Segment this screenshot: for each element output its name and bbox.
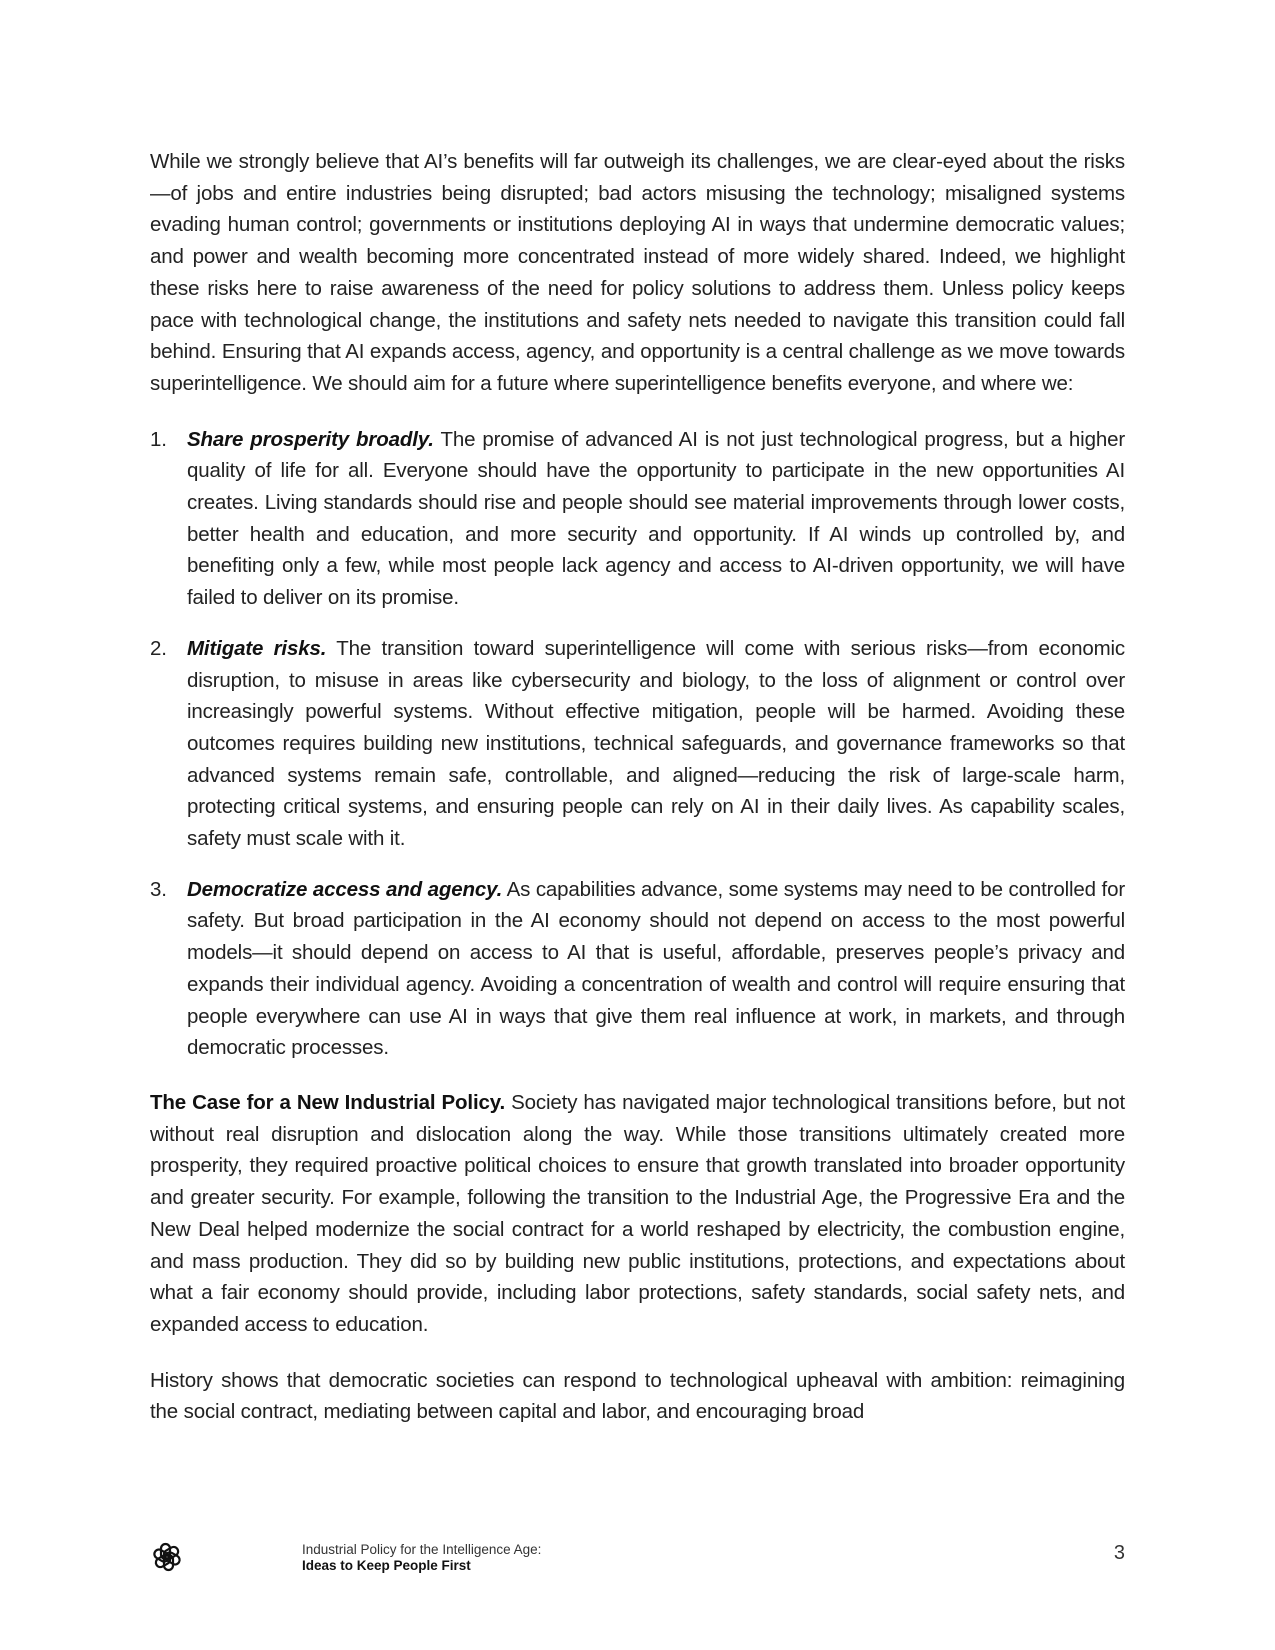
case-paragraph bbox=[150, 1087, 1125, 1341]
goals-list bbox=[150, 424, 1125, 1064]
goal-text: The promise of advanced AI is not just technological progress, but a higher quality of life for all. Everyone should have the opportunity to participate in the new opportunities AI creates. Living standards should rise and people should see material improvements through lower costs, better health and education, and more security and opportunity. If AI winds up controlled by, and benefiting only a few, while most people lack agency and access to AI-driven opportunity, we will have failed to deliver on its promise. bbox=[187, 427, 1125, 610]
goal-item-3 bbox=[150, 874, 1125, 1064]
page-number: 3 bbox=[1113, 1542, 1125, 1564]
document-page bbox=[150, 146, 1125, 1452]
footer-title-line2: Ideas to Keep People First bbox=[302, 1558, 471, 1573]
openai-logo-icon bbox=[150, 1540, 184, 1574]
goal-lead: Mitigate risks. bbox=[187, 636, 327, 660]
goal-lead: Share prosperity broadly. bbox=[187, 427, 434, 451]
goal-number: 2. bbox=[150, 636, 167, 660]
goal-item-2 bbox=[150, 633, 1125, 855]
intro-paragraph: While we strongly believe that AI’s benefits will far outweigh its challenges, we are clear-eyed about the risks—of jobs and entire industries being disrupted; bad actors misusing the technology; misaligned systems evading human control; governments or institutions deploying AI in ways that undermine democratic values; and power and wealth becoming more concentrated instead of more widely shared. Indeed, we highlight these risks here to raise awareness of the need for policy solutions to address them. Unless policy keeps pace with technological change, the institutions and safety nets needed to navigate this transition could fall behind. Ensuring that AI expands access, agency, and opportunity is a central challenge as we move towards superintelligence. We should aim for a future where superintelligence benefits everyone, and where we: bbox=[150, 150, 1125, 395]
goal-item-1 bbox=[150, 424, 1125, 614]
goal-text: The transition toward superintelligence will come with serious risks—from economic disruption, to misuse in areas like cybersecurity and biology, to the loss of alignment or control over increasingly powerful systems. Without effective mitigation, people will be harmed. Avoiding these outcomes requires building new institutions, technical safeguards, and governance frameworks so that advanced systems remain safe, controllable, and aligned—reducing the risk of large-scale harm, protecting critical systems, and ensuring people can rely on AI in their daily lives. As capability scales, safety must scale with it. bbox=[187, 636, 1126, 851]
footer-title bbox=[302, 1542, 541, 1574]
goal-number: 1. bbox=[150, 427, 167, 451]
footer-title-line1: Industrial Policy for the Intelligence Age: bbox=[302, 1542, 542, 1557]
case-text: Society has navigated major technological transitions before, but not without real disruption and dislocation along the way. While those transitions ultimately created more prosperity, they required proactive political choices to ensure that growth translated into broader opportunity and greater security. For example, following the transition to the Industrial Age, the Progressive Era and the New Deal helped modernize the social contract for a world reshaped by electricity, the combustion engine, and mass production. They did so by building new public institutions, protections, and expectations about what a fair economy should provide, including labor protections, safety standards, social safety nets, and expanded access to education. bbox=[150, 1090, 1126, 1336]
goal-number: 3. bbox=[150, 877, 167, 901]
history-paragraph: History shows that democratic societies can respond to technological upheaval with ambition: reimagining the social contract, mediating between capital and labor, and encouraging broad bbox=[150, 1368, 1125, 1424]
goal-lead: Democratize access and agency. bbox=[187, 877, 503, 901]
page-footer bbox=[150, 1538, 1125, 1578]
case-heading: The Case for a New Industrial Policy. bbox=[150, 1090, 506, 1114]
goal-text: As capabilities advance, some systems may need to be controlled for safety. But broad participation in the AI economy should not depend on access to the most powerful models—it should depend on access to AI that is useful, affordable, preserves people’s privacy and expands their individual agency. Avoiding a concentration of wealth and control will require ensuring that people everywhere can use AI in ways that give them real influence at work, in markets, and through democratic processes. bbox=[187, 877, 1125, 1060]
